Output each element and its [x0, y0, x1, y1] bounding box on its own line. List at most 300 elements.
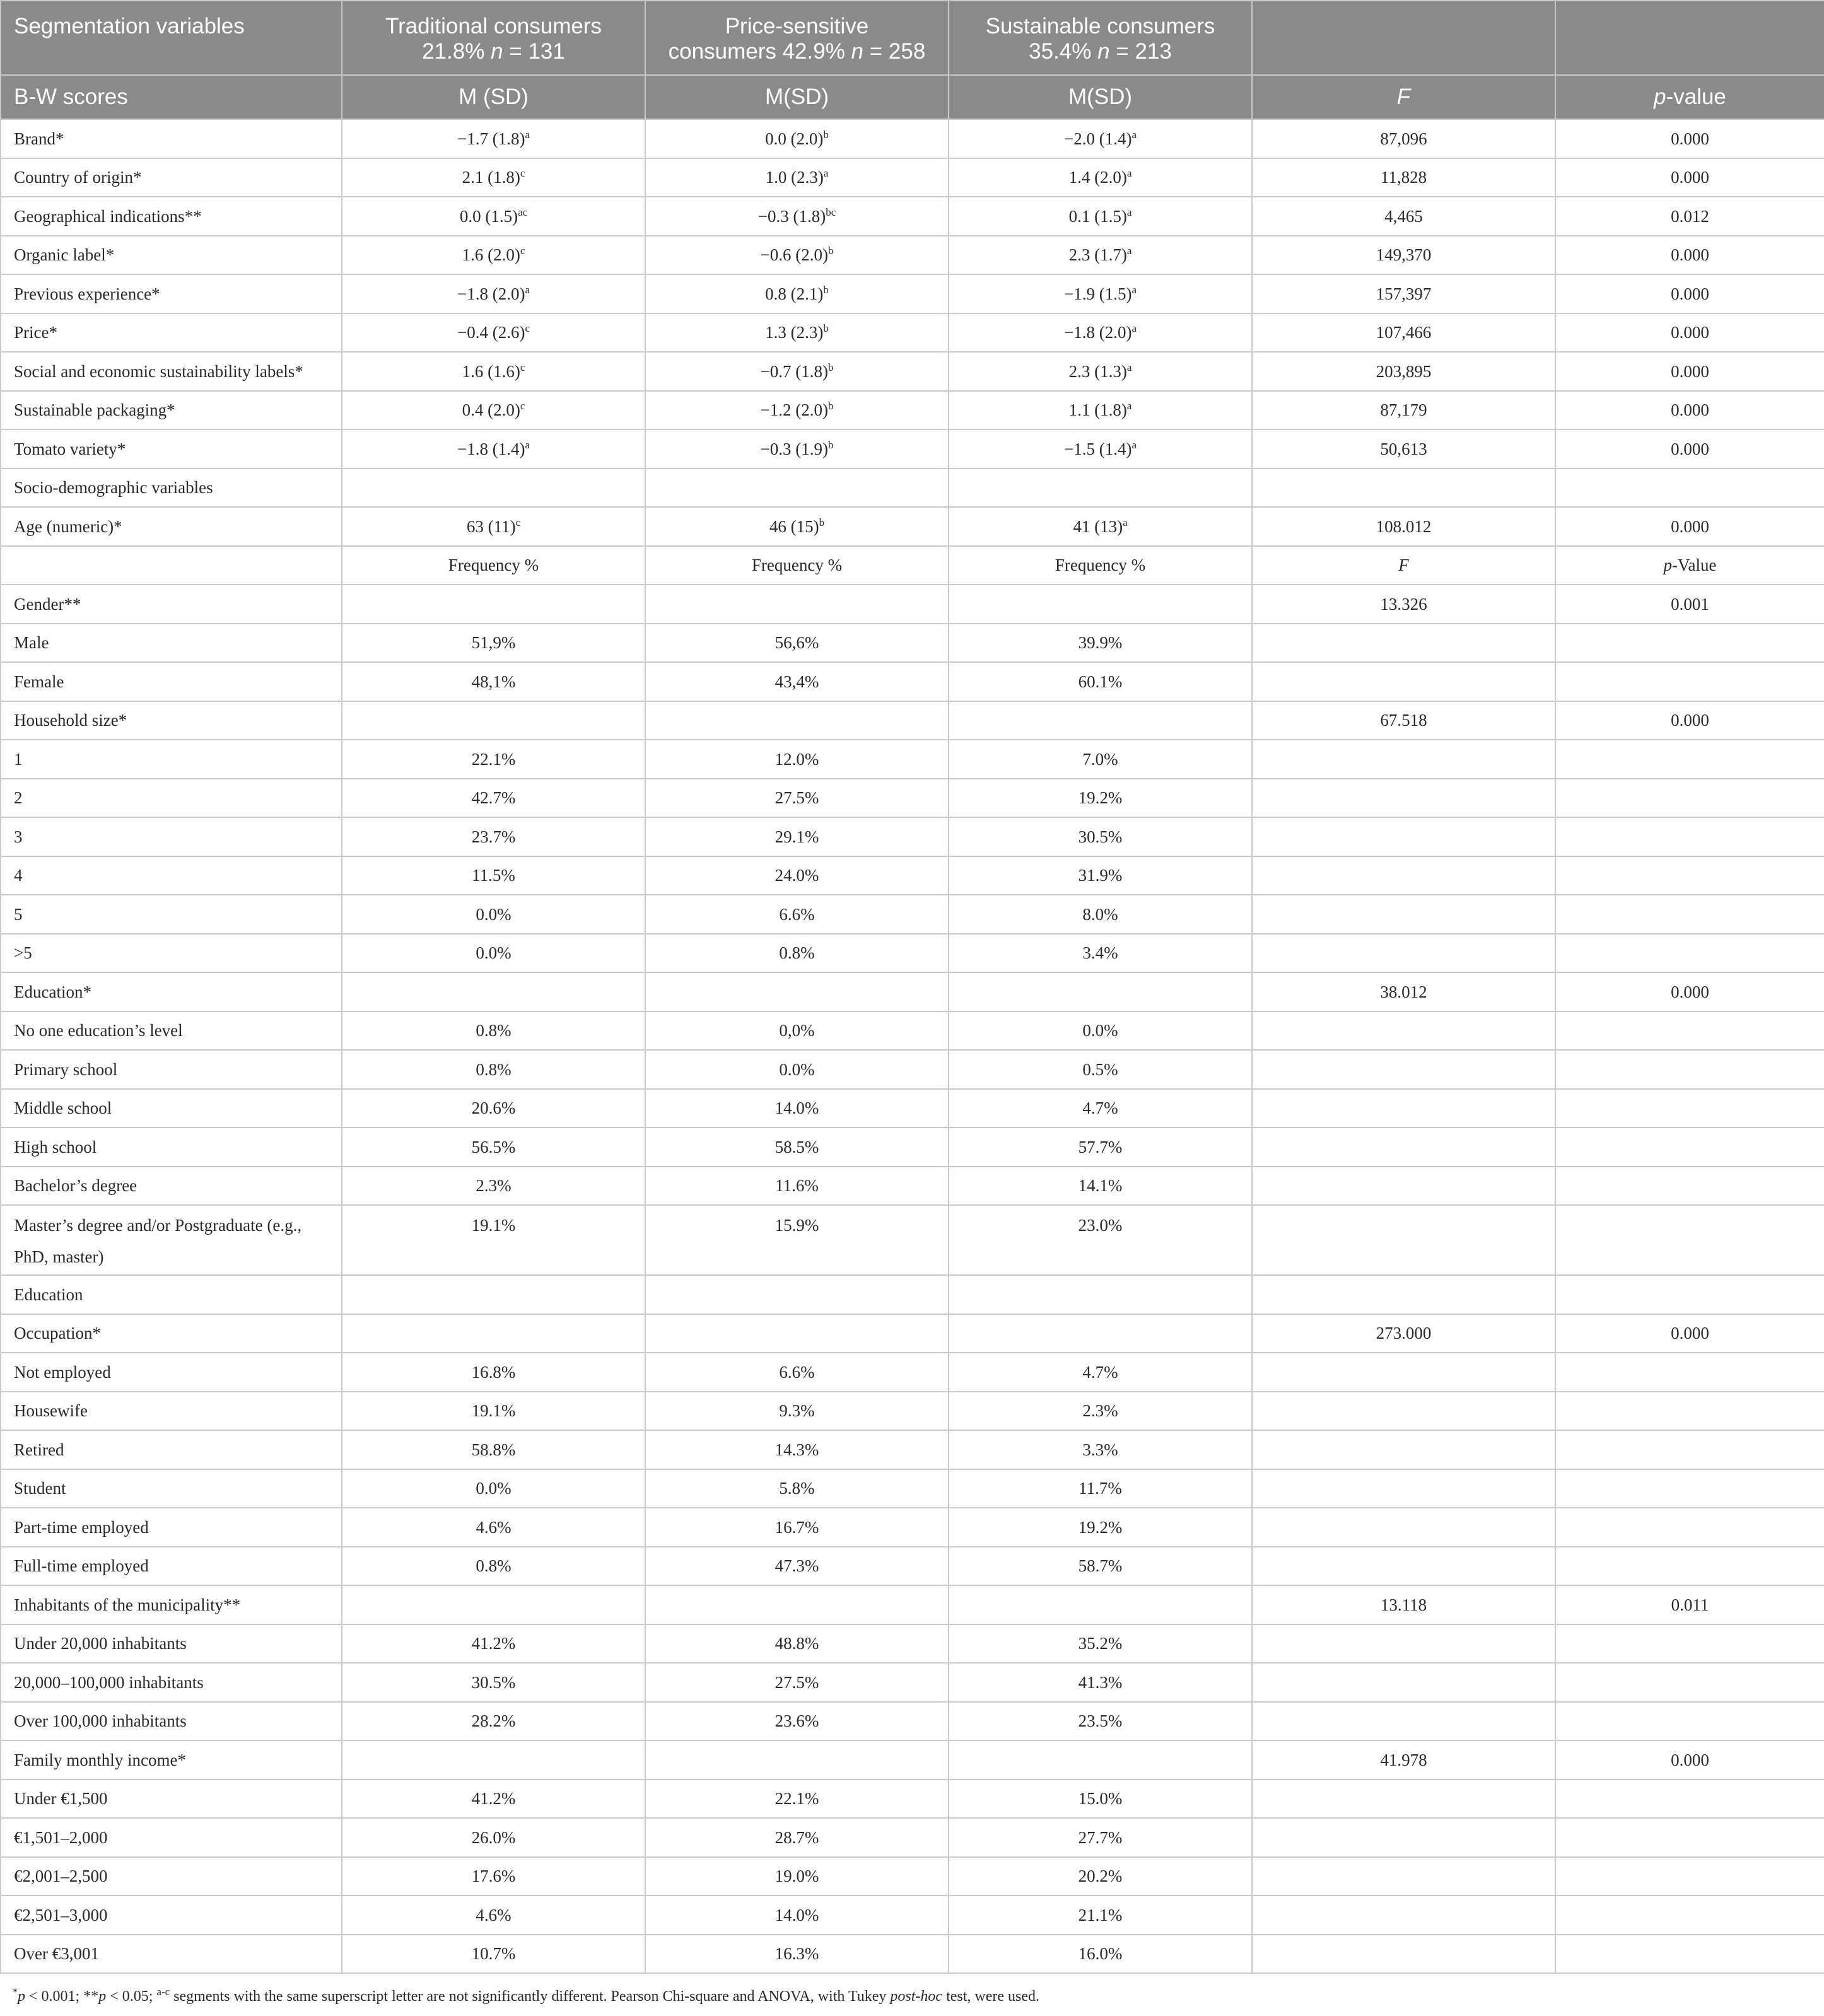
row-label: €2,001–2,500 [1, 1857, 342, 1896]
row-label: Sustainable packaging* [1, 391, 342, 430]
cell-f [1252, 1780, 1555, 1819]
cell-traditional [342, 895, 645, 934]
cell-sustainable [949, 1624, 1252, 1663]
table-body [1, 119, 1824, 1973]
table-row [1, 391, 1824, 430]
cell-traditional [342, 429, 645, 469]
row-label: 4 [1, 856, 342, 895]
header-sustainable-n-value: = 213 [1109, 39, 1172, 64]
footnote-t4: test, were used. [942, 1988, 1040, 2005]
cell-value: 30.5% [1078, 827, 1123, 846]
header-traditional-consumers [342, 1, 645, 75]
table-row [1, 1392, 1824, 1431]
cell-p [1555, 1780, 1824, 1819]
cell-price-sensitive [645, 274, 949, 313]
cell-value: 31.9% [1078, 866, 1123, 885]
cell-price-sensitive [645, 1896, 949, 1935]
cell-sustainable [949, 1127, 1252, 1167]
cell-value: 41.3% [1078, 1672, 1123, 1692]
row-label: Inhabitants of the municipality** [1, 1585, 342, 1624]
cell-p [1555, 546, 1824, 585]
cell-f [1252, 1585, 1555, 1624]
cell-price-sensitive [645, 1857, 949, 1896]
cell-p [1555, 779, 1824, 818]
header-price-n-label: n [851, 39, 864, 64]
cell-value: 16.7% [775, 1517, 819, 1537]
cell-sustainable [949, 1469, 1252, 1508]
table-row [1, 429, 1824, 469]
header-price-sensitive-consumers [645, 1, 949, 75]
cell-traditional [342, 1353, 645, 1392]
table-row [1, 934, 1824, 973]
cell-sustainable [949, 1547, 1252, 1586]
cell-sustainable [949, 313, 1252, 353]
cell-value: 0.0% [476, 943, 512, 963]
header-segmentation-variables: Segmentation variables [1, 1, 342, 75]
cell-sustainable [949, 779, 1252, 818]
cell-value: 1.3 (2.3) [765, 323, 824, 342]
cell-value: 51,9% [471, 633, 516, 653]
table-row [1, 895, 1824, 934]
table-row [1, 1624, 1824, 1663]
table-header [1, 1, 1824, 119]
cell-value: 14.0% [775, 1905, 819, 1925]
cell-f [1252, 1353, 1555, 1392]
cell-price-sensitive [645, 972, 949, 1011]
cell-value: 27.5% [775, 1672, 819, 1692]
table-row [1, 158, 1824, 197]
cell-price-sensitive [645, 197, 949, 236]
cell-value: −0.3 (1.9) [760, 439, 828, 458]
cell-value: 23.5% [1078, 1711, 1123, 1731]
cell-p-value: -Value [1672, 556, 1717, 575]
table-row [1, 740, 1824, 779]
header-f: F [1252, 75, 1555, 119]
cell-p [1555, 1702, 1824, 1741]
cell-p [1555, 119, 1824, 158]
cell-value: −1.5 (1.4) [1063, 439, 1132, 458]
cell-value: 0.0% [476, 1479, 512, 1498]
cell-p [1555, 624, 1824, 663]
cell-f [1252, 1702, 1555, 1741]
row-label: Household size* [1, 701, 342, 740]
cell-sustainable [949, 119, 1252, 158]
cell-price-sensitive [645, 1353, 949, 1392]
cell-sustainable [949, 1780, 1252, 1819]
cell-value: 2.3% [476, 1176, 512, 1196]
header-traditional-n-value: = 131 [503, 39, 565, 64]
row-label: Student [1, 1469, 342, 1508]
cell-sustainable [949, 1011, 1252, 1051]
cell-value: 14.0% [775, 1098, 819, 1118]
cell-traditional [342, 158, 645, 197]
cell-value: 28.2% [471, 1711, 516, 1731]
cell-p [1555, 1011, 1824, 1051]
cell-p [1555, 1469, 1824, 1508]
cell-value: 12.0% [775, 749, 819, 769]
cell-sustainable [949, 1392, 1252, 1431]
cell-p [1555, 274, 1824, 313]
cell-f [1252, 1663, 1555, 1702]
cell-value: 19.1% [471, 1216, 516, 1235]
row-label: Middle school [1, 1089, 342, 1128]
cell-value: 58.5% [775, 1137, 819, 1157]
cell-value: 21.1% [1078, 1905, 1123, 1925]
row-label: Socio-demographic variables [1, 469, 342, 508]
cell-sustainable [949, 236, 1252, 275]
cell-price-sensitive [645, 934, 949, 973]
cell-superscript: a [525, 283, 530, 296]
table-row [1, 274, 1824, 313]
cell-value: 11.5% [472, 866, 515, 885]
cell-value: 3.4% [1082, 943, 1118, 963]
cell-value: 14.3% [775, 1440, 819, 1459]
cell-price-sensitive [645, 1430, 949, 1469]
cell-p-value: 0.012 [1671, 206, 1709, 226]
cell-price-sensitive [645, 1205, 949, 1275]
table-row [1, 119, 1824, 158]
cell-sustainable [949, 624, 1252, 663]
cell-price-sensitive [645, 779, 949, 818]
table-row [1, 1740, 1824, 1780]
cell-p-value: 0.000 [1671, 323, 1709, 342]
cell-value: 19.2% [1078, 1517, 1123, 1537]
cell-f-value: 108.012 [1376, 516, 1432, 536]
cell-traditional [342, 1935, 645, 1974]
cell-superscript: c [525, 322, 530, 335]
cell-traditional [342, 1857, 645, 1896]
cell-p-value: 0.000 [1671, 516, 1709, 536]
cell-p [1555, 1547, 1824, 1586]
cell-sustainable [949, 429, 1252, 469]
table-row [1, 507, 1824, 546]
cell-f-value: 13.326 [1380, 594, 1427, 614]
cell-price-sensitive [645, 1935, 949, 1974]
cell-value: 29.1% [775, 827, 819, 846]
cell-sustainable [949, 1896, 1252, 1935]
row-label: Social and economic sustainability labels* [1, 352, 342, 391]
row-label: Under €1,500 [1, 1780, 342, 1819]
header-p-letter: p [1654, 84, 1666, 109]
row-label: Organic label* [1, 236, 342, 275]
cell-p [1555, 1663, 1824, 1702]
row-label: Not employed [1, 1353, 342, 1392]
footnote-t1: < 0.001; ** [25, 1988, 99, 2005]
cell-price-sensitive [645, 1508, 949, 1547]
footnote-post-hoc: post-hoc [890, 1988, 943, 2005]
cell-value: 4.7% [1082, 1098, 1118, 1118]
cell-value: 23.0% [1078, 1216, 1123, 1235]
table-row [1, 585, 1824, 624]
cell-value: −1.8 (2.0) [1063, 323, 1132, 342]
cell-f [1252, 274, 1555, 313]
cell-traditional [342, 662, 645, 701]
row-label: 2 [1, 779, 342, 818]
cell-p [1555, 1050, 1824, 1089]
cell-traditional [342, 1089, 645, 1128]
cell-f-value: 157,397 [1376, 284, 1432, 303]
cell-value: 1.6 (2.0) [462, 245, 520, 265]
cell-p [1555, 313, 1824, 353]
cell-value: 0.8 (2.1) [765, 284, 824, 303]
row-label: Under 20,000 inhabitants [1, 1624, 342, 1663]
cell-value: 48,1% [471, 672, 516, 691]
cell-price-sensitive [645, 895, 949, 934]
cell-value: −1.8 (1.4) [457, 439, 525, 458]
cell-superscript: c [520, 400, 525, 412]
cell-traditional [342, 1740, 645, 1780]
cell-sustainable [949, 1740, 1252, 1780]
cell-traditional [342, 1127, 645, 1167]
table-row [1, 1508, 1824, 1547]
table-row [1, 624, 1824, 663]
cell-p-value: 0.000 [1671, 168, 1709, 187]
cell-traditional [342, 934, 645, 973]
cell-p-value: 0.000 [1671, 1750, 1709, 1769]
cell-price-sensitive [645, 158, 949, 197]
cell-p-value: 0.011 [1671, 1595, 1709, 1614]
cell-price-sensitive [645, 1702, 949, 1741]
cell-f [1252, 391, 1555, 430]
cell-p [1555, 1857, 1824, 1896]
cell-traditional [342, 972, 645, 1011]
cell-f [1252, 934, 1555, 973]
cell-price-sensitive [645, 313, 949, 353]
cell-value: 39.9% [1078, 633, 1123, 653]
table-row [1, 546, 1824, 585]
cell-price-sensitive [645, 1624, 949, 1663]
table-row [1, 1663, 1824, 1702]
cell-value: 0.0 (1.5) [459, 206, 518, 226]
cell-f [1252, 1050, 1555, 1089]
cell-value: 47.3% [775, 1556, 819, 1576]
header-traditional-n-label: n [491, 39, 503, 64]
cell-value: 0.8% [779, 943, 815, 963]
cell-value: 2.3 (1.3) [1068, 361, 1127, 381]
cell-value: 24.0% [775, 866, 819, 885]
row-label: Gender** [1, 585, 342, 624]
cell-p [1555, 662, 1824, 701]
cell-sustainable [949, 507, 1252, 546]
cell-traditional [342, 197, 645, 236]
header-msd-traditional: M (SD) [342, 75, 645, 119]
cell-superscript: a [1131, 438, 1137, 451]
row-label: Education* [1, 972, 342, 1011]
cell-f [1252, 1469, 1555, 1508]
row-label: Occupation* [1, 1314, 342, 1353]
table-row [1, 972, 1824, 1011]
row-label: Full-time employed [1, 1547, 342, 1586]
cell-p [1555, 972, 1824, 1011]
cell-value: −0.6 (2.0) [760, 245, 828, 265]
cell-sustainable [949, 1508, 1252, 1547]
row-label: Geographical indications** [1, 197, 342, 236]
cell-value: 0.0 (2.0) [765, 129, 824, 148]
cell-f [1252, 1089, 1555, 1128]
row-label: €2,501–3,000 [1, 1896, 342, 1935]
cell-p [1555, 1430, 1824, 1469]
row-label: Female [1, 662, 342, 701]
footnote-sup: a-c [156, 1986, 170, 1998]
cell-f [1252, 1011, 1555, 1051]
row-label: Housewife [1, 1392, 342, 1431]
cell-sustainable [949, 1430, 1252, 1469]
cell-value: −0.7 (1.8) [760, 361, 828, 381]
header-sustainable-share: 35.4% [1029, 39, 1098, 64]
row-label: Master’s degree and/or Postgraduate (e.g., PhD, master) [1, 1205, 342, 1275]
header-sustainable-title: Sustainable consumers [985, 14, 1215, 38]
cell-price-sensitive [645, 817, 949, 856]
cell-f [1252, 701, 1555, 740]
row-label: €1,501–2,000 [1, 1818, 342, 1857]
cell-value: −2.0 (1.4) [1063, 129, 1132, 148]
cell-value: 16.8% [471, 1362, 516, 1382]
header-traditional-share: 21.8% [422, 39, 491, 64]
cell-value: 41.2% [471, 1789, 516, 1809]
cell-sustainable [949, 895, 1252, 934]
cell-f [1252, 1275, 1555, 1314]
cell-p [1555, 1127, 1824, 1167]
cell-price-sensitive [645, 1167, 949, 1206]
table-row [1, 1314, 1824, 1353]
table-row [1, 1430, 1824, 1469]
table-row [1, 1585, 1824, 1624]
cell-p [1555, 701, 1824, 740]
row-label: 20,000–100,000 inhabitants [1, 1663, 342, 1702]
table-row [1, 352, 1824, 391]
cell-superscript: c [520, 245, 525, 257]
cell-traditional [342, 1508, 645, 1547]
header-price-n-value: = 258 [863, 39, 926, 64]
cell-value: 0.8% [476, 1021, 512, 1040]
cell-sustainable [949, 701, 1252, 740]
cell-f [1252, 585, 1555, 624]
cell-f [1252, 1935, 1555, 1974]
row-label: High school [1, 1127, 342, 1167]
table-row [1, 856, 1824, 895]
cell-sustainable [949, 1353, 1252, 1392]
cell-f-value: 87,179 [1380, 400, 1427, 420]
cell-value: −0.4 (2.6) [457, 323, 525, 342]
row-label: Male [1, 624, 342, 663]
cell-price-sensitive [645, 1127, 949, 1167]
cell-price-sensitive [645, 662, 949, 701]
cell-traditional [342, 119, 645, 158]
cell-traditional [342, 856, 645, 895]
cell-sustainable [949, 274, 1252, 313]
cell-value: −1.7 (1.8) [457, 129, 525, 148]
cell-price-sensitive [645, 856, 949, 895]
cell-sustainable [949, 1702, 1252, 1741]
cell-value: 19.0% [775, 1867, 819, 1886]
cell-traditional [342, 1624, 645, 1663]
cell-price-sensitive [645, 1663, 949, 1702]
cell-f [1252, 429, 1555, 469]
cell-f [1252, 1896, 1555, 1935]
cell-traditional [342, 1205, 645, 1275]
cell-p [1555, 856, 1824, 895]
cell-value: 15.9% [775, 1216, 819, 1235]
header-sustainable-n-label: n [1097, 39, 1110, 64]
row-label: Primary school [1, 1050, 342, 1089]
cell-superscript: a [1126, 361, 1132, 373]
cell-superscript: b [823, 322, 829, 335]
cell-traditional [342, 740, 645, 779]
cell-p [1555, 1818, 1824, 1857]
cell-traditional [342, 1430, 645, 1469]
cell-value: −1.8 (2.0) [457, 284, 525, 303]
cell-price-sensitive [645, 507, 949, 546]
cell-price-sensitive [645, 1011, 949, 1051]
cell-f [1252, 779, 1555, 818]
row-label: Retired [1, 1430, 342, 1469]
cell-price-sensitive [645, 1585, 949, 1624]
row-label: Bachelor’s degree [1, 1167, 342, 1206]
cell-value: 43,4% [775, 672, 819, 691]
row-label: No one education’s level [1, 1011, 342, 1051]
cell-f [1252, 1127, 1555, 1167]
cell-f [1252, 1624, 1555, 1663]
cell-value: −0.3 (1.8) [757, 206, 826, 226]
cell-price-sensitive [645, 391, 949, 430]
header-row-segments [1, 1, 1824, 75]
cell-value: 6.6% [779, 1362, 815, 1382]
table-row [1, 1896, 1824, 1935]
row-label: Part-time employed [1, 1508, 342, 1547]
table-row [1, 701, 1824, 740]
cell-traditional [342, 274, 645, 313]
cell-p-value: 0.000 [1671, 711, 1709, 730]
cell-p [1555, 1089, 1824, 1128]
cell-price-sensitive [645, 1547, 949, 1586]
cell-sustainable [949, 817, 1252, 856]
cell-p [1555, 817, 1824, 856]
cell-p-value: 0.001 [1671, 594, 1709, 614]
cell-value: 7.0% [1082, 749, 1118, 769]
table-row [1, 1935, 1824, 1974]
cell-p [1555, 1205, 1824, 1275]
cell-superscript: bc [826, 206, 836, 218]
cell-value: 9.3% [779, 1401, 815, 1421]
cell-value: 63 (11) [466, 516, 516, 536]
cell-traditional [342, 469, 645, 508]
cell-value: 0.0% [1082, 1021, 1118, 1040]
cell-traditional [342, 236, 645, 275]
cell-value: 19.2% [1078, 788, 1123, 808]
row-label: 5 [1, 895, 342, 934]
cell-superscript: ac [518, 206, 528, 218]
cell-sustainable [949, 1818, 1252, 1857]
cell-f-value: 50,613 [1380, 439, 1427, 458]
cell-value: 2.1 (1.8) [462, 168, 520, 187]
cell-sustainable [949, 1089, 1252, 1128]
cell-f [1252, 158, 1555, 197]
cell-value: 0.0% [476, 904, 512, 924]
cell-p [1555, 1314, 1824, 1353]
cell-traditional [342, 1818, 645, 1857]
cell-price-sensitive [645, 469, 949, 508]
cell-value: 23.6% [775, 1711, 819, 1731]
cell-traditional [342, 546, 645, 585]
table-row [1, 1011, 1824, 1051]
cell-price-sensitive [645, 585, 949, 624]
row-label: >5 [1, 934, 342, 973]
cell-f-value: 87,096 [1380, 129, 1427, 148]
cell-p [1555, 1508, 1824, 1547]
table-row [1, 1127, 1824, 1167]
cell-f [1252, 236, 1555, 275]
cell-f [1252, 546, 1555, 585]
